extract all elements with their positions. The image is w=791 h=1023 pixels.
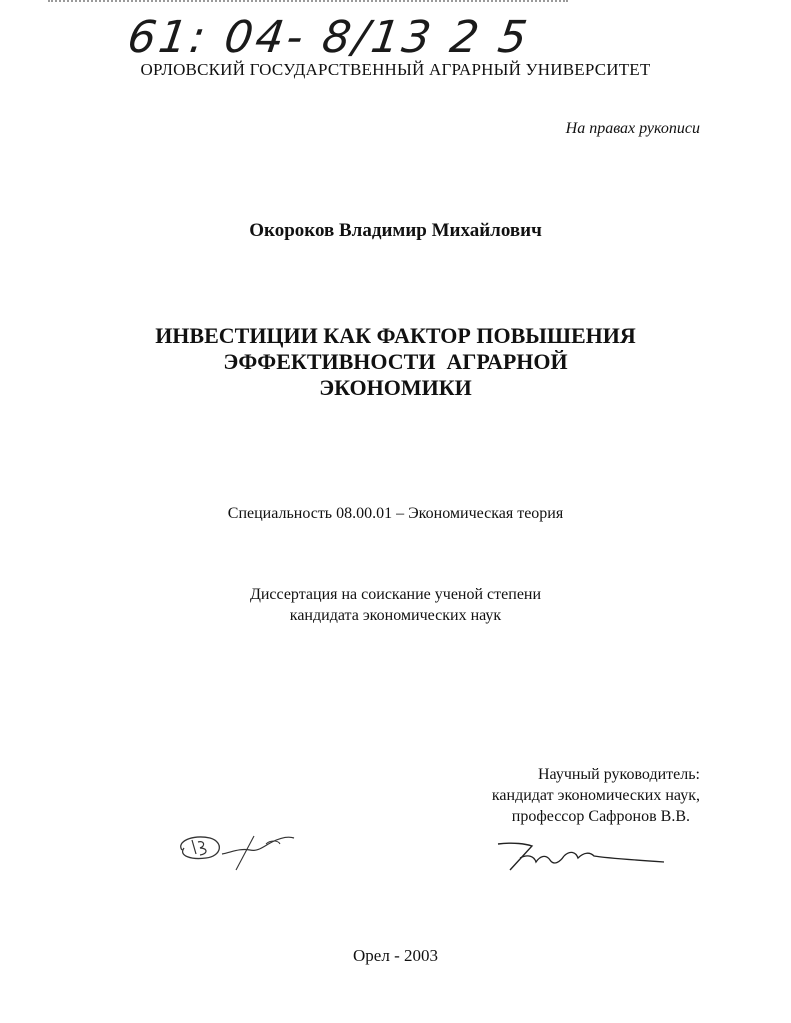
supervisor-degree: кандидат экономических наук,: [491, 787, 700, 804]
specialty-line: Специальность 08.00.01 – Экономическая теория: [227, 505, 564, 522]
degree-line-2: кандидата экономических наук: [289, 607, 502, 624]
title-line: ИНВЕСТИЦИИ КАК ФАКТОР ПОВЫШЕНИЯ: [155, 323, 636, 348]
author-signature: [170, 828, 300, 883]
supervisor-label: Научный руководитель:: [537, 766, 700, 783]
title-line: ЭКОНОМИКИ: [319, 375, 472, 400]
city-and-year: Орел - 2003: [353, 946, 438, 965]
handwritten-archive-number: 61: 04- 8/13 2 5: [124, 12, 534, 63]
dissertation-title: [0, 323, 791, 401]
supervisor-signature: [494, 840, 669, 881]
supervisor-block: [400, 764, 700, 827]
scan-top-edge: [48, 0, 568, 3]
university-name: ОРЛОВСКИЙ ГОСУДАРСТВЕННЫЙ АГРАРНЫЙ УНИВЕРСИТЕТ: [140, 60, 651, 79]
manuscript-rights-note: На правах рукописи: [565, 120, 700, 137]
supervisor-name: профессор Сафронов В.В.: [511, 808, 690, 825]
title-line: ЭФФЕКТИВНОСТИ АГРАРНОЙ: [223, 349, 568, 374]
degree-line-1: Диссертация на соискание ученой степени: [249, 586, 542, 603]
author-name: Окороков Владимир Михайлович: [249, 220, 542, 241]
degree-statement: [0, 584, 791, 626]
